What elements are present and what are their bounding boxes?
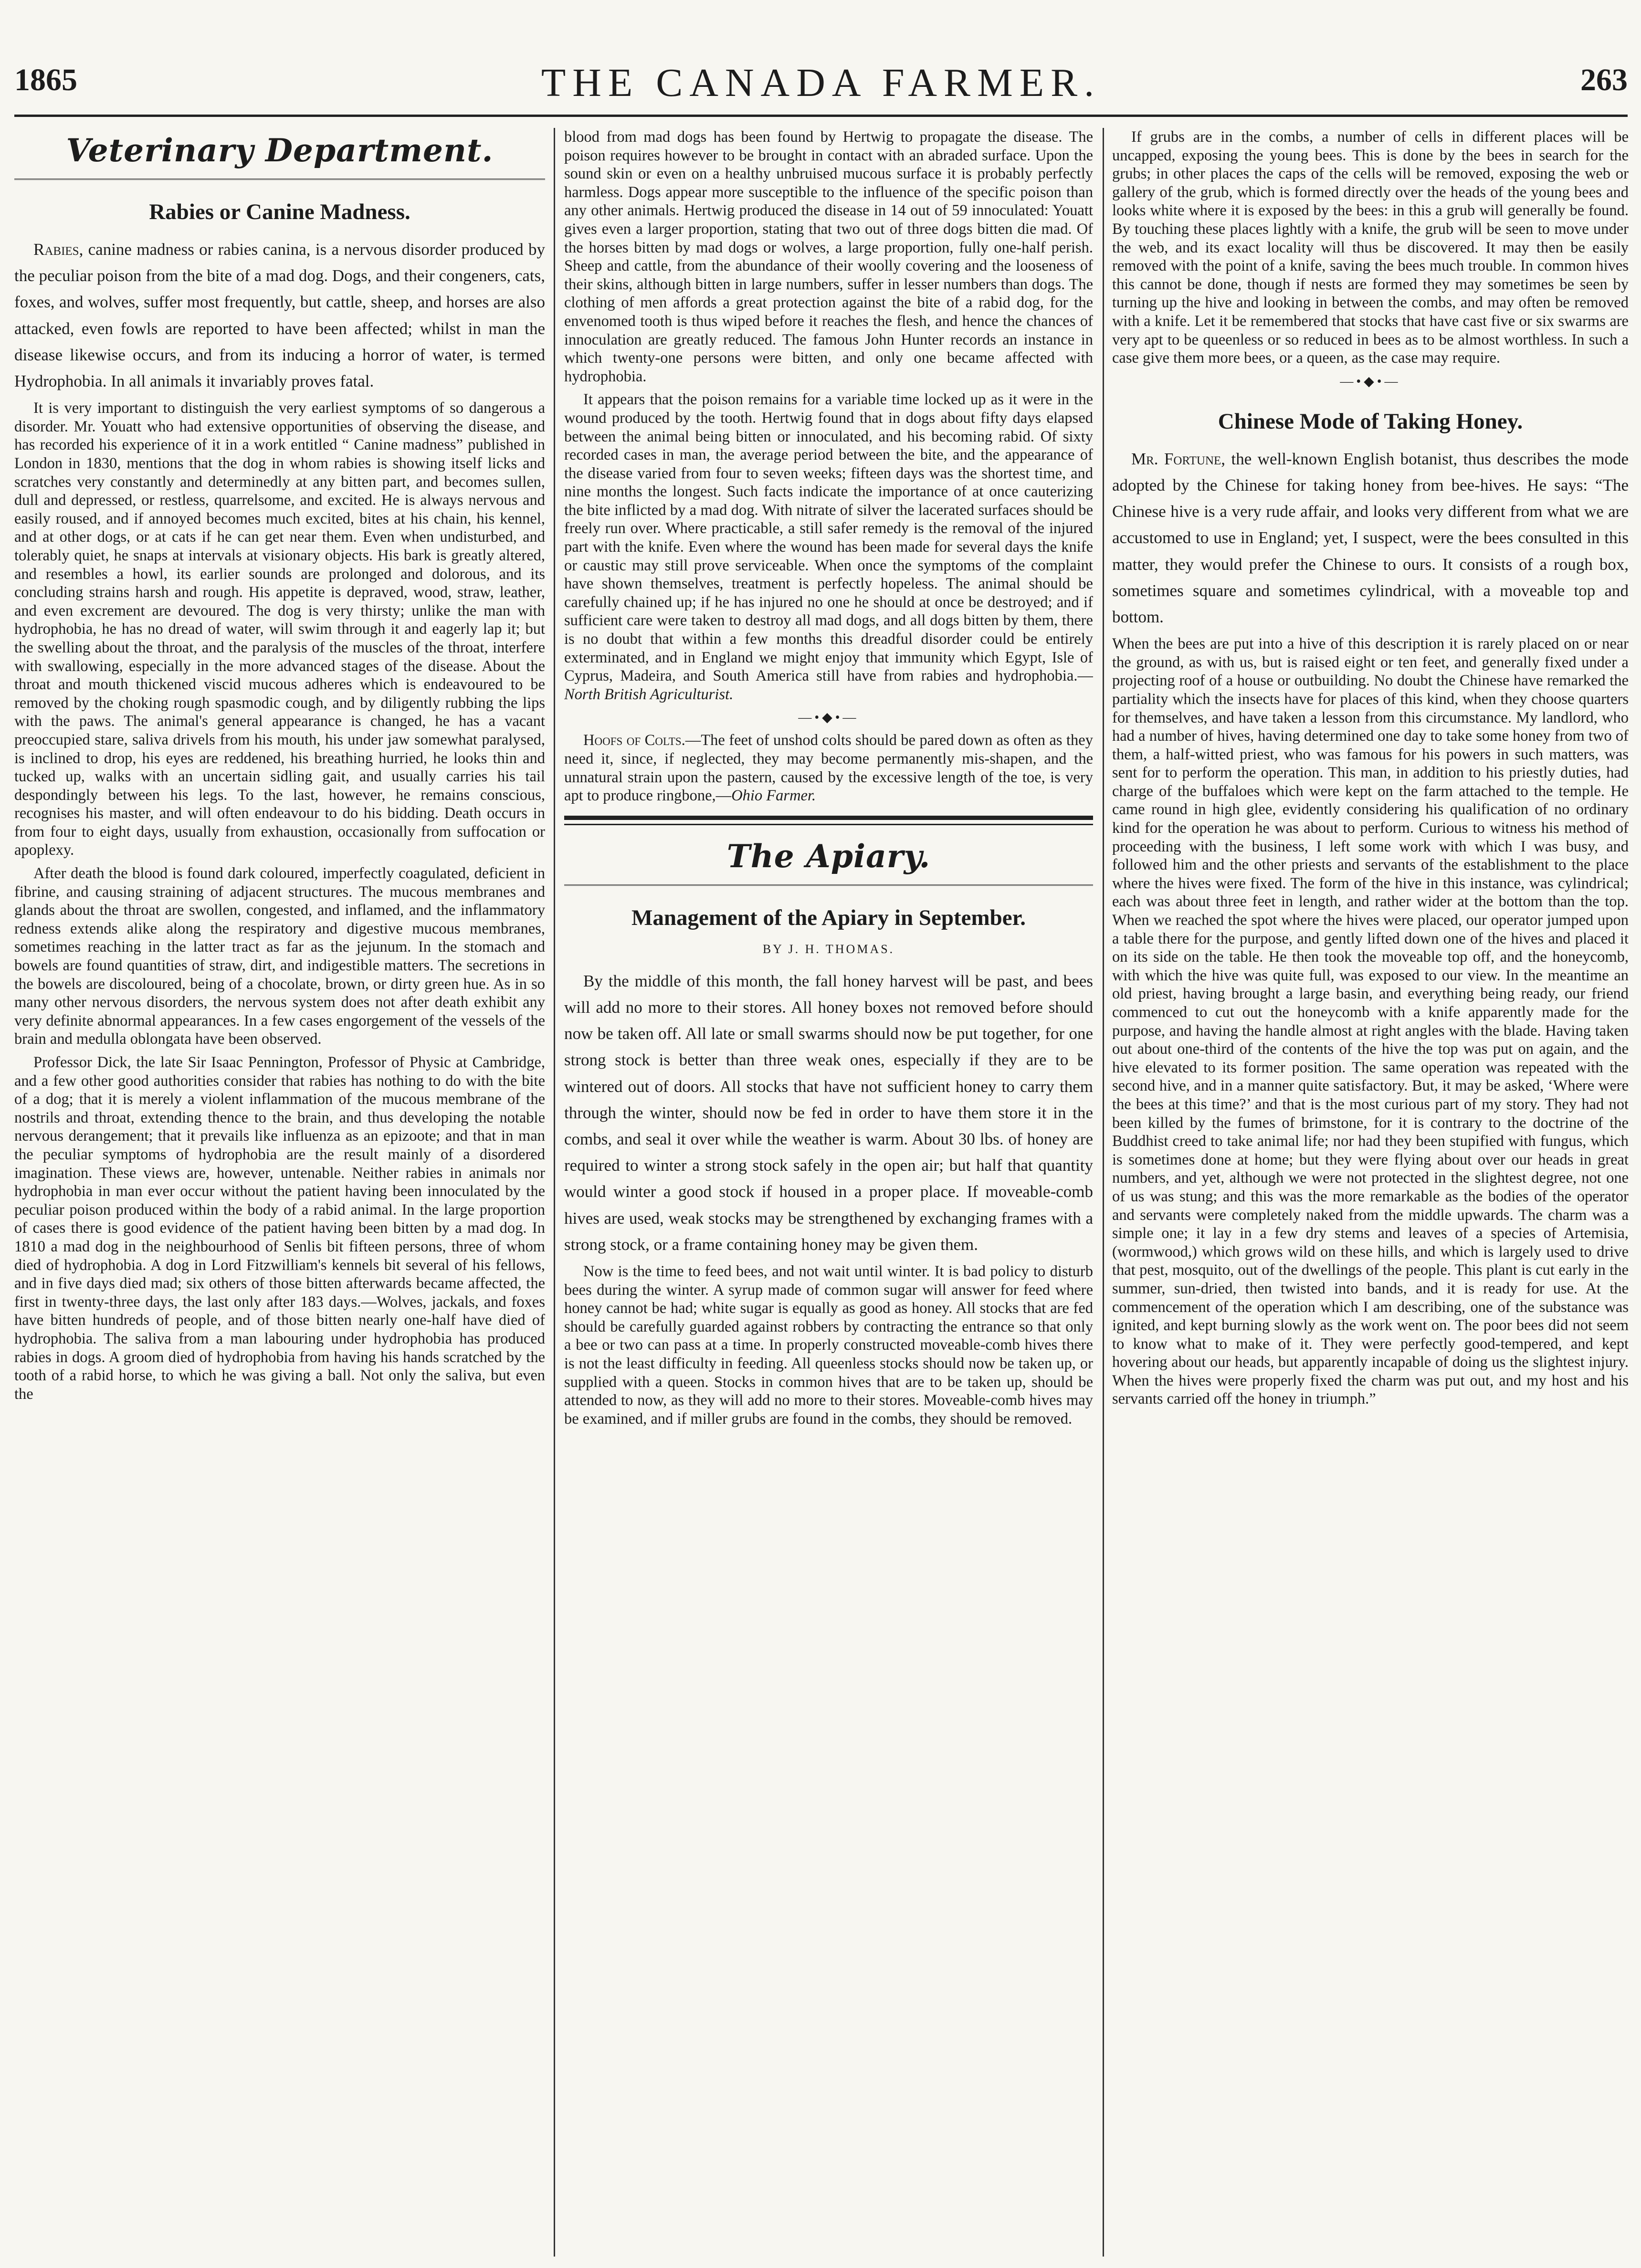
column-1 — [14, 128, 545, 2257]
department-heading: The Apiary. — [564, 834, 1093, 886]
article-title: Rabies or Canine Madness. — [149, 200, 410, 224]
section-rule — [564, 816, 1093, 825]
article-body — [14, 399, 545, 1403]
paragraph: By the middle of this month, the fall honey harvest will be past, and bees will add no more to their stores. All honey boxes not removed before should now be taken off. All late or small swarms should now be put together, for one strong stock is better than three weak ones, especially if they are to be wintered out of doors. All stocks that have not sufficient honey to carry them through the winter, should now be fed in order to have them store it in the combs, and seal it over while the weather is warm. About 30 lbs. of honey are required to winter a strong stock safely in the open air; but half that quantity would winter a good stock if housed in a proper place. If moveable-comb hives are used, weak stocks may be strengthened by exchanging frames with a strong stock, or a frame containing honey may be given them. — [564, 971, 1093, 1254]
paragraph — [1112, 446, 1629, 630]
paragraph-text: —The feet of unshod colts should be pared down as often as they need it, since, if neglected, they may become permanently mis-shapen, and the unnatural strain upon the pastern, caused by the excessive length of the toe, is very apt to produce ringbone,— — [564, 732, 1093, 805]
source-citation: Ohio Farmer. — [731, 787, 816, 805]
article-body — [564, 731, 1093, 805]
page-number: 263 — [1580, 63, 1628, 97]
column-2 — [564, 128, 1093, 2257]
article-title: Management of the Apiary in September. — [631, 905, 1026, 930]
article-body — [564, 968, 1093, 1258]
paragraph — [564, 390, 1093, 704]
column-divider — [1103, 128, 1104, 2257]
lead-word: Hoofs of Colts. — [583, 732, 685, 749]
article-body — [564, 1262, 1093, 1428]
paragraph: After death the blood is found dark coloured, imperfectly coagulated, deficient in fibrine, and causing straining of adjacent structures. The mucous membranes and glands about the throat are swollen, congested, and inflamed, and the inflammatory redness extends alike along the respiratory and digestive mucous membranes, sometimes reaching in the latter tract as far as the jejunum. In the stomach and bowels are found quantities of straw, dirt, and indigestible matters. The secretions in the bowels are discoloured, being of a chocolate, brown, or dirty green hue. As in so many other nervous disorders, the nervous system does not after death exhibit any very definite abnormal appearances. In a few cases engorgement of the vessels of the brain and medulla oblongata have been observed. — [14, 865, 545, 1048]
separator-ornament: —•◆•— — [1340, 374, 1401, 389]
paragraph: Professor Dick, the late Sir Isaac Pennington, Professor of Physic at Cambridge, and a few other good authorities consider that rabies has nothing to do with the bite of a dog; that it is merely a violent inflammation of the mucous membrane of the nostrils and throat, extending thence to the brain, and thus developing the notable nervous derangement; that it prevails like influenza as an epizoote; and that in man the peculiar symptoms of hydrophobia are the result mainly of a disordered imagination. These views are, however, untenable. Neither rabies in animals nor hydrophobia in man ever occur without the patient having been innoculated by the peculiar poison produced within the body of a rabid animal. In the large proportion of cases there is good evidence of the patient having been bitten by a mad dog. In 1810 a mad dog in the neighbourhood of Senlis bit fifteen persons, three of whom died of hydrophobia. A dog in Lord Fitzwilliam's kennels bit several of his fellows, and in five days died mad; six others of those bitten afterwards became affected, the first in twenty-three days, the last only after 183 days.—Wolves, jackals, and foxes have bitten hundreds of people, and of those bitten nearly one-half have died of hydrophobia. The saliva from a man labouring under hydrophobia has produced rabies in dogs. A groom died of hydrophobia from having his hands scratched by the tooth of a rabid horse, to which he was giving a ball. Not only the saliva, but even the — [14, 1054, 545, 1403]
paragraph — [564, 731, 1093, 805]
masthead-year: 1865 — [14, 63, 77, 97]
article-title: Chinese Mode of Taking Honey. — [1218, 409, 1523, 434]
paragraph — [14, 236, 545, 394]
masthead — [14, 43, 1628, 117]
source-citation: North British Agriculturist. — [564, 685, 734, 703]
article-body — [1112, 128, 1629, 368]
masthead-title: THE CANADA FARMER. — [541, 61, 1101, 105]
separator-ornament: —•◆•— — [798, 710, 859, 725]
paragraph: It is very important to distinguish the very earliest symptoms of so dangerous a disorder. Mr. Youatt who had extensive opportunities of observing the disease, and has recorded his experience of it in a work entitled “ Canine madness” published in London in 1830, mentions that the dog in whom rabies is showing itself licks and scratches very constantly and determinedly at any bitten part, and becomes sullen, dull and depressed, or restless, quarrelsome, and excited. He is always nervous and easily roused, and if annoyed becomes much excited, bites at his chain, his kennel, and at other dogs, or at cats if he can get near them. Even when undisturbed, and tolerably quiet, he snaps at intervals at visionary objects. His bark is greatly altered, and resembles a howl, its earlier sounds are prolonged and dolorous, and its concluding strains harsh and rough. His appetite is depraved, wood, straw, leather, and even excrement are devoured. The dog is very thirsty; unlike the man with hydrophobia, he has no dread of water, will swim through it and eagerly lap it; but the swelling about the throat, and the paralysis of the muscles of the throat, interfere with swallowing, especially in the more advanced stages of the disease. About the throat and mouth thickened viscid mucous adheres which is endeavoured to be removed by the choking rough spasmodic cough, and by diligently rubbing the lips with the paws. The animal's general appearance is changed, he has a vacant preoccupied stare, saliva drivels from his mouth, his under jaw somewhat paralysed, is inclined to drop, his eyes are reddened, his breathing hurried, he looks thin and tucked up, walks with an uncertain sidling gait, and usually carries his tail despondingly between his legs. To the last, however, he remains conscious, recognises his master, and will often endeavour to do his bidding. Death occurs in from four to eight days, usually from exhaustion, occasionally from suffocation or apoplexy. — [14, 399, 545, 859]
article-body — [14, 236, 545, 394]
paragraph: When the bees are put into a hive of this description it is rarely placed on or near the ground, as with us, but is raised eight or ten feet, and generally fixed under a projecting roof of a house or outbuilding. No doubt the Chinese have remarked the partiality which the insects have for places of this kind, when they choose quarters for themselves, and have taken a lesson from this circumstance. My landlord, who had a number of hives, having determined one day to take some honey from two of them, a half-witted priest, who was famous for his powers in such matters, was sent for to perform the operation. This man, in addition to his priestly duties, had charge of the buffaloes which were kept on the farm attached to the temple. He came round in high glee, evidently considering his qualification of no ordinary kind for the operation he was about to perform. Curious to witness his method of proceeding with the business, I left some work with which I was busy, and followed him and the other priests and servants of the establishment to the place where the hives were fixed. The form of the hive in this instance, was cylindrical; each was about three feet in length, and rather wider at the bottom than the top. When we reached the spot where the hives were placed, our operator jumped upon a table there for the purpose, and gently lifted down one of the hives and placed it on its side on the table. He then took the moveable top off, and the honeycomb, with which the hive was quite full, was exposed to our view. In the meantime an old priest, having brought a large basin, and everything being ready, our friend commenced to cut out the honeycomb with a knife apparently made for the purpose, and having the handle almost at right angles with the blade. Having taken out about one-third of the contents of the hive the top was put on again, and the hive elevated to its former position. The same operation was repeated with the second hive, and in a manner quite satisfactory. But, it may be asked, ‘Where were the bees at this time?’ and that is the most curious part of my story. They had not been killed by the fumes of brimstone, for it is contrary to the doctrine of the Buddhist creed to take animal life; nor had they been stupified with fungus, which is sometimes done at home; but they were flying about over our heads in great numbers, and yet, although we were not protected in the slightest degree, not one of us was stung; and this was the more remarkable as the bodies of the operator and servants were completely naked from the middle upwards. The charm was a simple one; it lay in a few dry stems and leaves of a species of Artemisia, (wormwood,) which grows wild on these hills, and which is largely used to drive that pest, mosquito, out of the dwellings of the people. This plant is cut early in the summer, sun-dried, then twisted into bands, and it is ready for use. At the commencement of the operation which I am describing, one of the substance was ignited, and kept burning slowly as the work went on. The poor bees did not seem to know what to make of it. They were perfectly good-tempered, and kept hovering about our heads, but apparently incapable of doing us the slightest injury. When the hives were properly fixed the charm was put out, and my host and his servants carried off the honey in triumph.” — [1112, 635, 1629, 1408]
paragraph: If grubs are in the combs, a number of cells in different places will be uncapped, exposing the young bees. This is done by the bees in search for the grubs; in other places the caps of the cells will be removed, exposing the web or gallery of the grub, which is formed directly over the heads of the young bees and looks white where it is exposed by the bees: in this a grub will generally be found. By touching these places lightly with a knife, the grub will be seen to move under the web, and its exact locality will thus be discovered. It may then be easily removed with the point of a knife, saving the bees much trouble. In common hives this cannot be done, though if nests are formed they may sometimes be seen by turning up the hive and looking in between the combs, and may often be removed with a knife. Let it be remembered that stocks that have cast five or six swarms are very apt to be queenless or so reduced in bees as to be almost worthless. In such a case give them more bees, or a queen, as the case may require. — [1112, 128, 1629, 367]
paragraph-text: It appears that the poison remains for a variable time locked up as it were in the wound produced by the tooth. Hertwig found that in dogs about fifty days elapsed between the animal being bitten or innoculated, and his becoming rabid. Of sixty recorded cases in man, the average period between the bite, and the appearance of the disease varied from four to seven weeks; fifteen days was the shortest time, and nine months the longest. Such facts indicate the importance of at once cauterizing the bite inflicted by a mad dog. With nitrate of silver the lacerated surfaces should be freely run over. Where practicable, a still safer remedy is the removal of the injured part with the knife. Even where the wound has been made for several days the knife or caustic may still prove serviceable. When once the symptoms of the complaint have shown themselves, treatment is perfectly hopeless. The animal should be carefully chained up; if he has injured no one he should at once be destroyed; and if sufficient care were taken to destroy all mad dogs, and all dogs bitten by them, there is no doubt that within a few months this dreadful disorder could be entirely exterminated, and in England we might enjoy that immunity which Egypt, Isle of Cyprus, Madeira, and South America still have from rabies and hydrophobia.— — [564, 391, 1093, 685]
article-body — [564, 128, 1093, 704]
paragraph: blood from mad dogs has been found by Hertwig to propagate the disease. The poison requires however to be brought in contact with an abraded surface. Upon the sound skin or even on a healthy unbruised mucous surface it is probably perfectly harmless. Dogs appear more susceptible to the influence of the specific poison than any other animals. Hertwig produced the disease in 14 out of 59 innoculated: Youatt gives even a larger proportion, stating that two out of three dogs bitten die mad. Of the horses bitten by mad dogs or wolves, a large proportion, fully one-half perish. Sheep and cattle, from the abundance of their woolly covering and the looseness of their skins, although bitten in large numbers, suffer in lesser numbers than dogs. The clothing of men affords a great protection against the bite of a rabid dog, for the envenomed tooth is thus wiped before it reaches the flesh, and hence the chances of innoculation are greatly reduced. The famous John Hunter records an instance in which twenty-one persons were bitten, and only one became affected with hydrophobia. — [564, 128, 1093, 385]
article-body — [1112, 446, 1629, 630]
lead-word: Rabies, — [33, 240, 84, 259]
column-3 — [1112, 128, 1629, 2257]
paragraph-text: the well-known English botanist, thus describes the mode adopted by the Chinese for taking honey from bee-hives. He says: “The Chinese hive is a very rude affair, and looks very different from what we are accustomed to use in England; yet, I suspect, were the bees consulted in this matter, they would prefer the Chinese to ours. It consists of a rough box, sometimes square and sometimes cylindrical, with a moveable top and bottom. — [1112, 449, 1629, 626]
byline: BY J. H. THOMAS. — [762, 942, 895, 956]
article-body — [1112, 635, 1629, 1408]
column-divider — [554, 128, 555, 2257]
paragraph-text: canine madness or rabies canina, is a nervous disorder produced by the peculiar poison from the bite of a mad dog. Dogs, and their congeners, cats, foxes, and wolves, suffer most frequently, but cattle, sheep, and horses are also attacked, even fowls are reported to have been affected; whilst in man the disease likewise occurs, and from its inducing a horror of water, is termed Hydrophobia. In all animals it invariably proves fatal. — [14, 240, 545, 391]
lead-word: Mr. Fortune, — [1131, 449, 1226, 468]
department-heading: Veterinary Department. — [14, 128, 545, 180]
paragraph: Now is the time to feed bees, and not wait until winter. It is bad policy to disturb bees during the winter. A syrup made of common sugar will answer for feed where honey cannot be had; white sugar is equally as good as honey. All stocks that are fed should be carefully guarded against robbers by contracting the entrance so that only a bee or two can pass at a time. In properly constructed moveable-comb hives there is not the least difficulty in feeding. All queenless stocks should now be taken up, or supplied with a queen. Stocks in common hives that are to be taken up, should be attended to now, as they will add no more to their stores. Moveable-comb hives may be examined, and if miller grubs are found in the combs, they should be removed. — [564, 1263, 1093, 1428]
